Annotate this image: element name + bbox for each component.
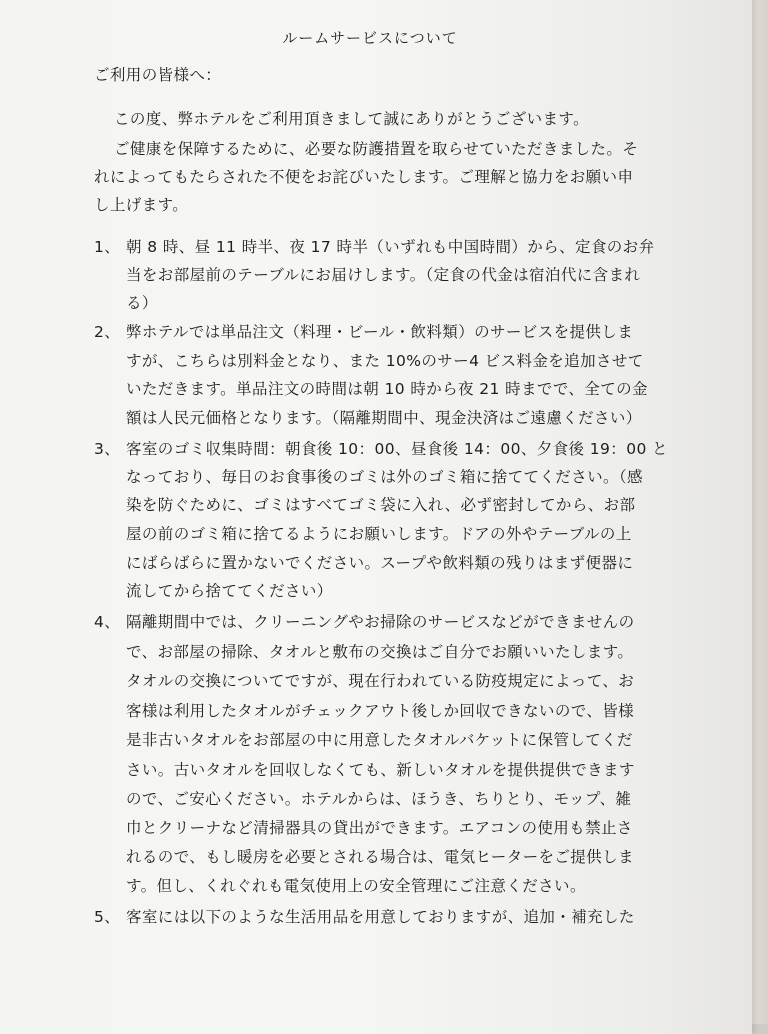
greeting: ご利用の皆様へ： [94,66,222,84]
item-line: で、お部屋の掃除、タオルと敷布の交換はご自分でお願いいたします。 [126,643,634,661]
item-line: なっており、毎日のお食事後のゴミは外のゴミ箱に捨ててください。（感 [126,468,643,486]
intro-line: この度、弊ホテルをご利用頂きまして誠にありがとうございます。 [114,110,589,128]
item-line: 染を防ぐために、ゴミはすべてゴミ袋に入れ、必ず密封してから、お部 [126,496,636,514]
item-line: さい。古いタオルを回収しなくても、新しいタオルを提供提供できます [126,761,635,779]
item-line: 客室のゴミ収集時間：朝食後 10：00、昼食後 14：00、夕食後 19：00 と [126,440,668,458]
item-line: 額は人民元価格となります。（隔離期間中、現金決済はご遠慮ください） [126,409,642,427]
item-number: 2、 [94,323,121,341]
document-title: ルームサービスについて [282,29,458,47]
item-number: 5、 [94,908,121,926]
item-number: 1、 [94,238,121,256]
intro-line: れによってもたらされた不便をお詫びいたします。ご理解と協力をお願い申 [94,168,634,186]
item-line: 朝 8 時、昼 11 時半、夜 17 時半（いずれも中国時間）から、定食のお弁 [126,238,655,256]
item-line: 流してから捨ててください） [126,582,333,600]
item-line: 弊ホテルでは単品注文（料理・ビール・飲料類）のサービスを提供しま [126,323,634,341]
item-line: いただきます。単品注文の時間は朝 10 時から夜 21 時までで、全ての金 [126,380,648,398]
item-line: 隔離期間中では、クリーニングやお掃除のサービスなどができませんの [126,613,635,631]
item-number: 3、 [94,440,121,458]
item-line: ので、ご安心ください。ホテルからは、ほうき、ちりとり、モップ、雑 [126,790,632,808]
item-line: る） [126,294,158,312]
intro-line: ご健康を保障するために、必要な防護措置を取らせていただきました。そ [114,140,639,158]
item-line: 屋の前のゴミ箱に捨てるようにお願いします。ドアの外やテーブルの上 [126,525,632,543]
item-line: 客室には以下のような生活用品を用意しておりますが、追加・補充した [126,908,635,926]
item-number: 4、 [94,613,121,631]
item-line: 客様は利用したタオルがチェックアウト後しか回収できないので、皆様 [126,702,635,720]
intro-line: し上げます。 [94,196,189,214]
item-line: れるので、もし暖房を必要とされる場合は、電気ヒーターをご提供しま [126,848,634,866]
item-line: 是非古いタオルをお部屋の中に用意したタオルバケットに保管してくだ [126,731,633,749]
item-line: にばらばらに置かないでください。スープや飲料類の残りはまず便器に [126,554,634,572]
item-line: すが、こちらは別料金となり、また 10%のサー4 ビス料金を追加させて [126,352,644,370]
item-line: 巾とクリーナなど清掃器具の貸出ができます。エアコンの使用も禁止さ [126,819,633,837]
item-line: タオルの交換についてですが、現在行われている防疫規定によって、お [126,672,635,690]
item-line: す。但し、くれぐれも電気使用上の安全管理にご注意ください。 [126,877,586,895]
item-line: 当をお部屋前のテーブルにお届けします。（定食の代金は宿泊代に含まれ [126,266,641,284]
